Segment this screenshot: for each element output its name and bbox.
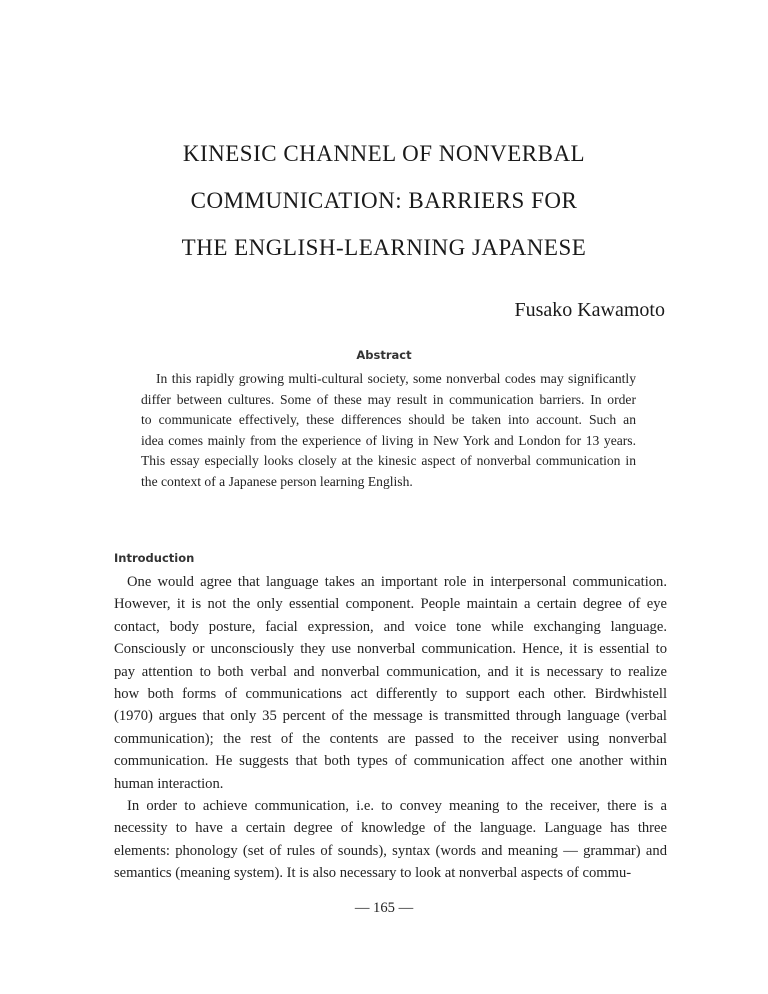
paragraph-line: elements: phonology (set of rules of sounds), syntax (words and meaning — grammar) and	[114, 842, 667, 859]
abstract-line: This essay especially looks closely at the kinesic aspect of nonverbal communication in	[141, 453, 636, 469]
paragraph-line: contact, body posture, facial expression, and voice tone while exchanging language.	[114, 618, 667, 635]
paragraph-line: human interaction.	[114, 775, 224, 792]
abstract-line: idea comes mainly from the experience of living in New York and London for 13 years.	[141, 432, 636, 448]
title-line-1: KINESIC CHANNEL OF NONVERBAL	[182, 141, 586, 166]
paragraph-line: necessity to have a certain degree of knowledge of the language. Language has three	[114, 820, 667, 837]
abstract-line: to communicate effectively, these differences should be taken into account. Such an	[141, 412, 636, 428]
paragraph-line: communication); the rest of the contents are passed to the receiver using nonverbal	[114, 730, 667, 747]
paragraph-line: how both forms of communications act differently to support each other. Birdwhistell	[114, 686, 667, 702]
author-name: Fusako Kawamoto	[514, 299, 665, 321]
paragraph-line: However, it is not the only essential component. People maintain a certain degree of eye	[114, 596, 667, 613]
paragraph-line: pay attention to both verbal and nonverbal communication, and it is necessary to realize	[114, 663, 667, 680]
abstract-line: the context of a Japanese person learning English.	[141, 474, 413, 489]
paragraph-line: semantics (meaning system). It is also necessary to look at nonverbal aspects of commu-	[114, 865, 632, 882]
abstract-line: differ between cultures. Some of these may result in communication barriers. In order	[141, 391, 636, 407]
paragraph-line: One would agree that language takes an important role in interpersonal communication.	[127, 574, 667, 590]
title-line-2: COMMUNICATION: BARRIERS FOR	[190, 188, 578, 213]
page-number: — 165 —	[354, 900, 414, 916]
abstract-line: In this rapidly growing multi-cultural society, some nonverbal codes may significantly	[156, 371, 636, 386]
abstract-heading: Abstract	[356, 348, 412, 362]
title-line-3: THE ENGLISH-LEARNING JAPANESE	[181, 235, 587, 260]
paragraph-line: Consciously or unconsciously they use nonverbal communication. Hence, it is essential to	[114, 641, 667, 658]
paragraph-line: In order to achieve communication, i.e. to convey meaning to the receiver, there is a	[127, 798, 667, 814]
paragraph-line: communication. He suggests that both types of communication affect one another within	[114, 753, 667, 770]
paragraph-line: (1970) argues that only 35 percent of the message is transmitted through language (verbal	[114, 708, 667, 725]
section-heading: Introduction	[114, 551, 195, 565]
